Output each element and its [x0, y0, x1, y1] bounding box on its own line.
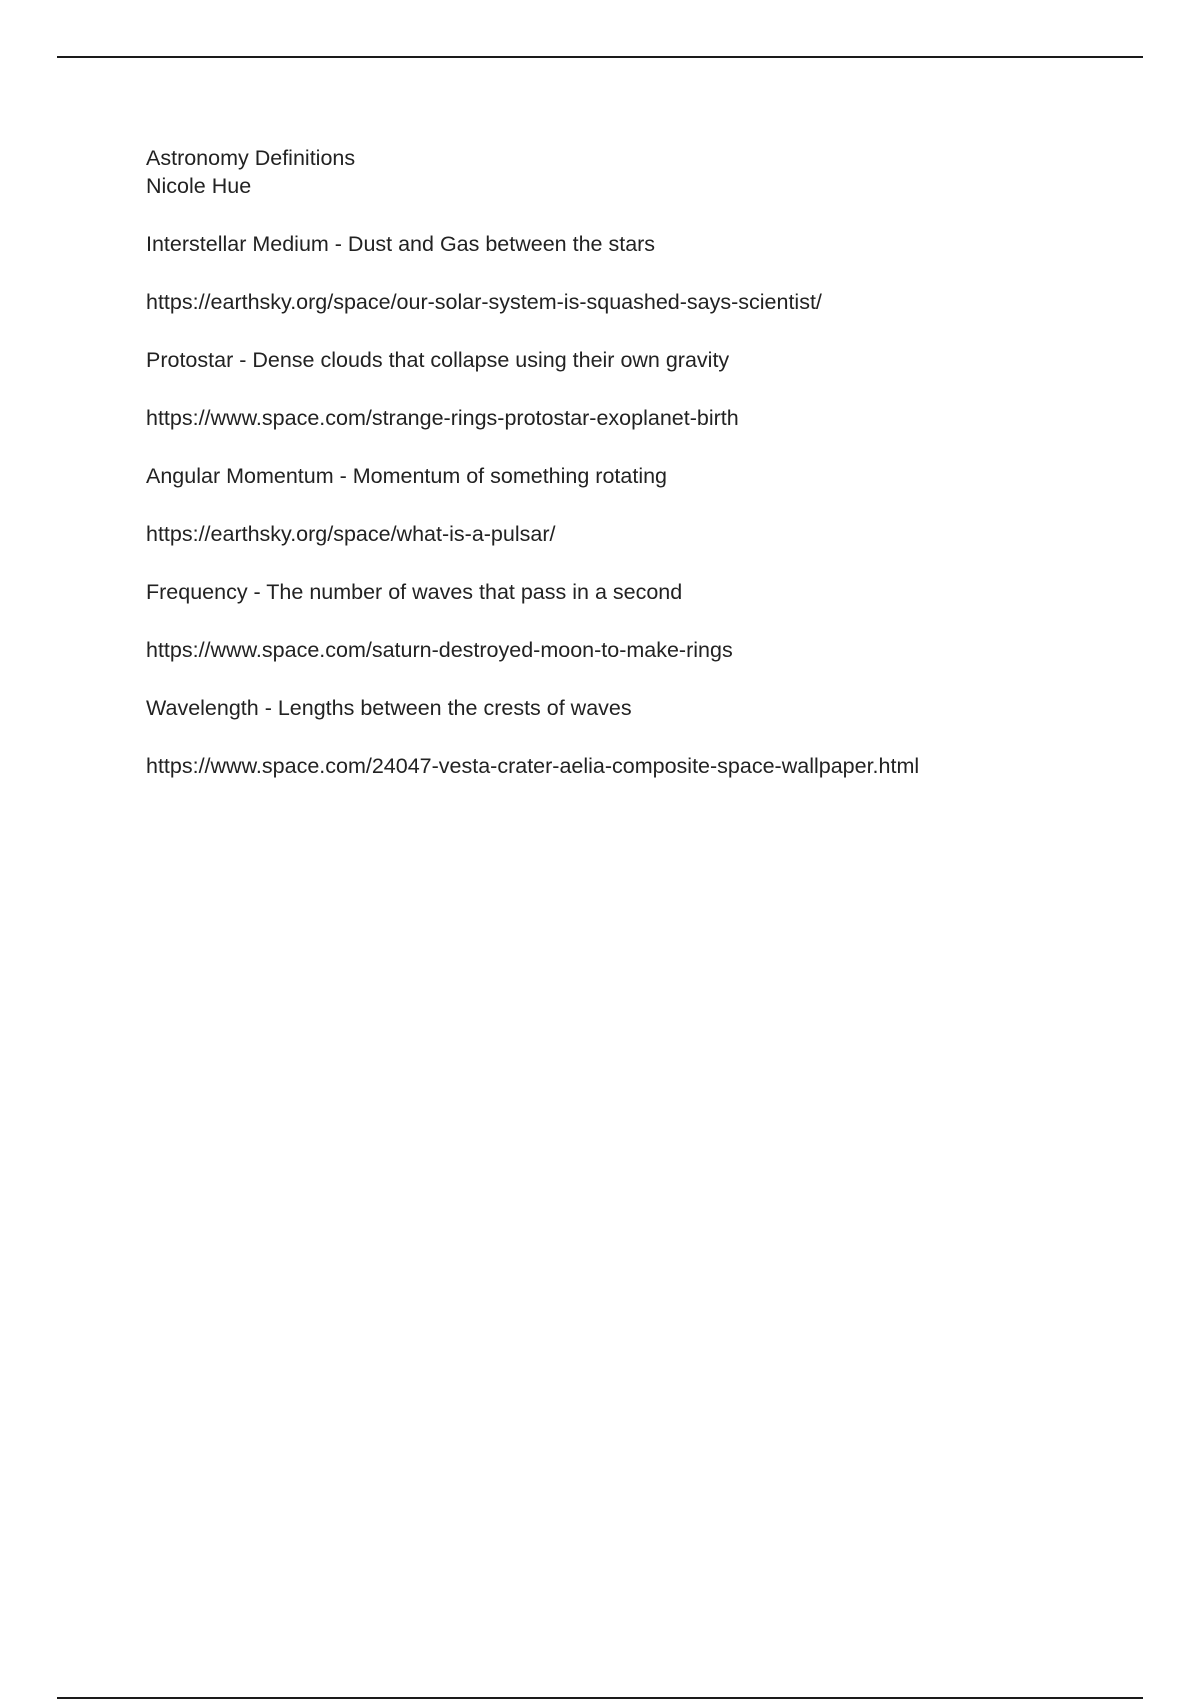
document-author: Nicole Hue — [146, 174, 252, 198]
source-link[interactable]: https://earthsky.org/space/what-is-a-pulsar/ — [146, 522, 556, 546]
definition-angular-momentum: Angular Momentum - Momentum of something rotating — [146, 464, 668, 488]
page-bottom-rule — [57, 1697, 1143, 1699]
definition-interstellar-medium: Interstellar Medium - Dust and Gas between the stars — [146, 232, 656, 256]
page-top-rule — [57, 56, 1143, 58]
source-link[interactable]: https://www.space.com/saturn-destroyed-moon-to-make-rings — [146, 638, 733, 662]
source-link[interactable]: https://earthsky.org/space/our-solar-system-is-squashed-says-scientist/ — [146, 290, 822, 314]
definition-wavelength: Wavelength - Lengths between the crests of waves — [146, 696, 632, 720]
definition-frequency: Frequency - The number of waves that pass in a second — [146, 580, 683, 604]
source-link[interactable]: https://www.space.com/24047-vesta-crater-aelia-composite-space-wallpaper.html — [146, 754, 920, 778]
document-body — [146, 144, 1146, 810]
document-title: Astronomy Definitions — [146, 146, 356, 170]
definition-protostar: Protostar - Dense clouds that collapse using their own gravity — [146, 348, 730, 372]
source-link[interactable]: https://www.space.com/strange-rings-protostar-exoplanet-birth — [146, 406, 739, 430]
definition-list — [146, 230, 1146, 780]
